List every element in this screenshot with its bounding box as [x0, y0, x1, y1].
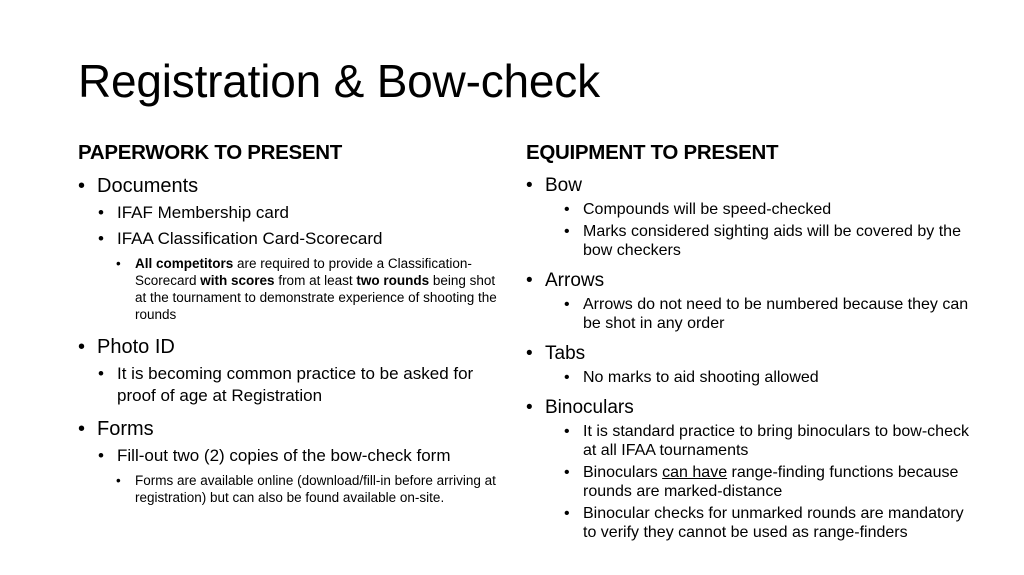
tabs-label: Tabs: [545, 342, 586, 364]
forms-available-text: Forms are available online (download/fill-in before arriving at registration) but can also be found available on-site.: [135, 472, 496, 505]
bullet-binoculars: [526, 396, 971, 419]
no-marks-text: No marks to aid shooting allowed: [583, 368, 819, 386]
range-finding-text-1: Binoculars: [583, 463, 663, 481]
bullet-bow: [526, 174, 971, 197]
bullet-speed-checked: [564, 200, 971, 219]
two-rounds-bold: two rounds: [356, 272, 430, 288]
photo-id-subitems: [98, 363, 508, 407]
with-scores-bold: with scores: [200, 272, 275, 288]
bullet-all-competitors: [116, 255, 508, 323]
note-text-3: being shot at the tournament to demonstrate experience of shooting the rounds: [135, 272, 497, 322]
arrows-numbered-text: Arrows do not need to be numbered because they can be shot in any order: [583, 295, 969, 332]
bullet-documents: [78, 174, 508, 198]
range-finding-text-2: range-finding functions because rounds are marked-distance: [583, 463, 959, 500]
bullet-arrows: [526, 269, 971, 292]
bullet-binocular-checks: [564, 504, 971, 542]
bullet-forms: [78, 417, 508, 441]
ifaf-membership-text: IFAF Membership card: [117, 202, 289, 222]
photo-id-label: Photo ID: [97, 335, 175, 358]
classification-notes: [116, 255, 508, 323]
bullet-sighting-aids: [564, 222, 971, 260]
bullet-arrows-numbered: [564, 295, 971, 333]
equipment-list: [526, 174, 971, 542]
fill-out-forms-text: Fill-out two (2) copies of the bow-check form: [117, 445, 451, 465]
bow-label: Bow: [545, 174, 582, 196]
all-competitors-bold: All competitors: [135, 255, 234, 271]
speed-checked-text: Compounds will be speed-checked: [583, 200, 832, 218]
proof-of-age-text: It is becoming common practice to be asked for proof of age at Registration: [117, 363, 474, 405]
tabs-subitems: [564, 368, 971, 387]
binoculars-label: Binoculars: [545, 396, 634, 418]
bullet-range-finding: [564, 463, 971, 501]
ifaa-classification-text: IFAA Classification Card-Scorecard: [117, 228, 383, 248]
binocular-checks-text: Binocular checks for unmarked rounds are mandatory to verify they cannot be used as range-finders: [583, 504, 964, 541]
bullet-no-marks: [564, 368, 971, 387]
bullet-ifaa-classification: [98, 228, 508, 250]
bullet-ifaf-membership: [98, 202, 508, 224]
forms-notes: [116, 472, 508, 506]
bullet-photo-id: [78, 335, 508, 359]
paperwork-list: [78, 174, 508, 506]
slide-title: Registration & Bow-check: [78, 55, 600, 107]
arrows-subitems: [564, 295, 971, 333]
binoculars-subitems: [564, 422, 971, 542]
can-have-underlined: can have: [662, 463, 728, 481]
documents-label: Documents: [97, 174, 199, 197]
note-text-1: are required to provide a Classification-Scorecard: [135, 255, 472, 288]
paperwork-column: [78, 140, 508, 506]
sighting-aids-text: Marks considered sighting aids will be covered by the bow checkers: [583, 222, 961, 259]
paperwork-heading: PAPERWORK TO PRESENT: [78, 141, 342, 164]
bullet-tabs: [526, 342, 971, 365]
bring-binoculars-text: It is standard practice to bring binoculars to bow-check at all IFAA tournaments: [583, 422, 969, 459]
forms-subitems: [98, 445, 508, 506]
bullet-bring-binoculars: [564, 422, 971, 460]
note-text-2: from at least: [274, 272, 357, 288]
bullet-fill-out-forms: [98, 445, 508, 467]
bullet-forms-available: [116, 472, 508, 506]
equipment-heading: EQUIPMENT TO PRESENT: [526, 141, 779, 164]
documents-subitems: [98, 202, 508, 323]
bullet-proof-of-age: [98, 363, 508, 407]
equipment-column: [526, 140, 971, 542]
arrows-label: Arrows: [545, 269, 605, 291]
bow-subitems: [564, 200, 971, 260]
forms-label: Forms: [97, 417, 154, 440]
